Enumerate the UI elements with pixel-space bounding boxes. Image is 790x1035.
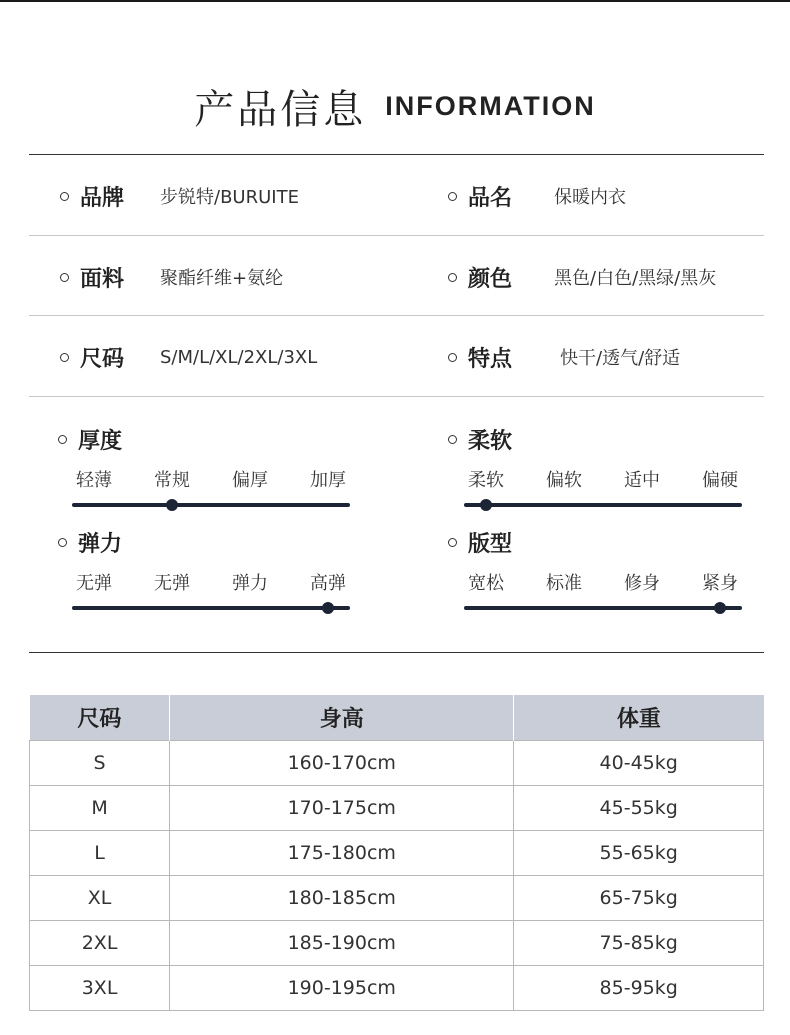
table-row [30,875,764,920]
cell-height: 175-180cm [170,830,514,875]
info-value: 黑色/白色/黑绿/黑灰 [554,268,717,289]
bullet-icon [60,353,69,362]
attr-label: 厚度 [78,428,123,454]
info-value: 快干/透气/舒适 [560,348,681,369]
bullet-icon [448,353,457,362]
attr-title [58,527,152,557]
scale-option: 轻薄 [76,470,112,491]
scale-track [464,606,742,610]
bullet-icon [448,538,457,547]
cell-weight: 40-45kg [514,740,764,785]
scale-option: 偏厚 [232,470,268,491]
scale-marker [166,499,178,511]
scale-option: 弹力 [232,573,268,594]
info-value: 步锐特/BURUITE [160,187,299,208]
info-label: 品牌 [80,185,125,211]
bullet-icon [448,192,457,201]
cell-size: 2XL [30,920,170,965]
divider [29,235,764,236]
table-row [30,740,764,785]
cell-weight: 85-95kg [514,965,764,1010]
cell-size: M [30,785,170,830]
size-table [29,695,764,1011]
bullet-icon [58,538,67,547]
info-cell-product-name [448,176,626,216]
cell-weight: 45-55kg [514,785,764,830]
scale-marker [714,602,726,614]
scale-option: 无弹 [76,573,112,594]
top-border [0,0,790,2]
scale-option: 修身 [624,573,660,594]
column-header-weight: 体重 [514,695,764,740]
scale-option: 偏硬 [702,470,738,491]
cell-size: XL [30,875,170,920]
scale-option: 无弹 [154,573,190,594]
attr-title [448,424,542,454]
table-row [30,830,764,875]
table-row [30,965,764,1010]
table-header-row [30,695,764,740]
scale-option: 高弹 [310,573,346,594]
bullet-icon [60,273,69,282]
info-label: 品名 [468,185,513,211]
scale-marker [480,499,492,511]
scale-option: 加厚 [310,470,346,491]
info-label: 特点 [468,346,513,372]
scale-option: 宽松 [468,573,504,594]
info-cell-color [448,257,716,297]
column-header-height: 身高 [170,695,514,740]
info-cell-size [60,337,317,377]
table-row [30,785,764,830]
info-label: 尺码 [80,346,125,372]
info-label: 面料 [80,266,125,292]
scale-track [72,606,350,610]
info-cell-features [448,337,680,377]
bullet-icon [58,435,67,444]
title-en: INFORMATION [385,91,596,121]
info-row [0,337,790,377]
info-label: 颜色 [468,266,513,292]
info-value: S/M/L/XL/2XL/3XL [160,346,318,368]
column-header-size: 尺码 [30,695,170,740]
scale-marker [322,602,334,614]
info-cell-brand [60,176,299,216]
scale-option: 紧身 [702,573,738,594]
divider [29,154,764,155]
scale-track [464,503,742,507]
table-row [30,920,764,965]
attr-title [448,527,542,557]
info-value: 聚酯纤维+氨纶 [160,268,284,289]
scale-option: 柔软 [468,470,504,491]
bullet-icon [448,273,457,282]
info-value: 保暖内衣 [554,187,626,208]
scale-option: 偏软 [546,470,582,491]
scale-option: 常规 [154,470,190,491]
attr-title [58,424,152,454]
scale-track [72,503,350,507]
cell-height: 160-170cm [170,740,514,785]
divider [29,652,764,653]
attr-label: 弹力 [78,531,123,557]
cell-height: 190-195cm [170,965,514,1010]
cell-weight: 55-65kg [514,830,764,875]
divider [29,315,764,316]
page-header [0,78,790,135]
cell-height: 185-190cm [170,920,514,965]
cell-size: S [30,740,170,785]
divider [29,396,764,397]
cell-weight: 75-85kg [514,920,764,965]
attr-label: 版型 [468,531,513,557]
cell-size: L [30,830,170,875]
bullet-icon [448,435,457,444]
info-row [0,176,790,216]
attr-label: 柔软 [468,428,513,454]
bullet-icon [60,192,69,201]
cell-height: 180-185cm [170,875,514,920]
info-row [0,257,790,297]
info-cell-fabric [60,257,283,297]
scale-option: 适中 [624,470,660,491]
scale-option: 标准 [546,573,582,594]
cell-weight: 65-75kg [514,875,764,920]
cell-height: 170-175cm [170,785,514,830]
title-cn: 产品信息 [194,87,367,133]
cell-size: 3XL [30,965,170,1010]
